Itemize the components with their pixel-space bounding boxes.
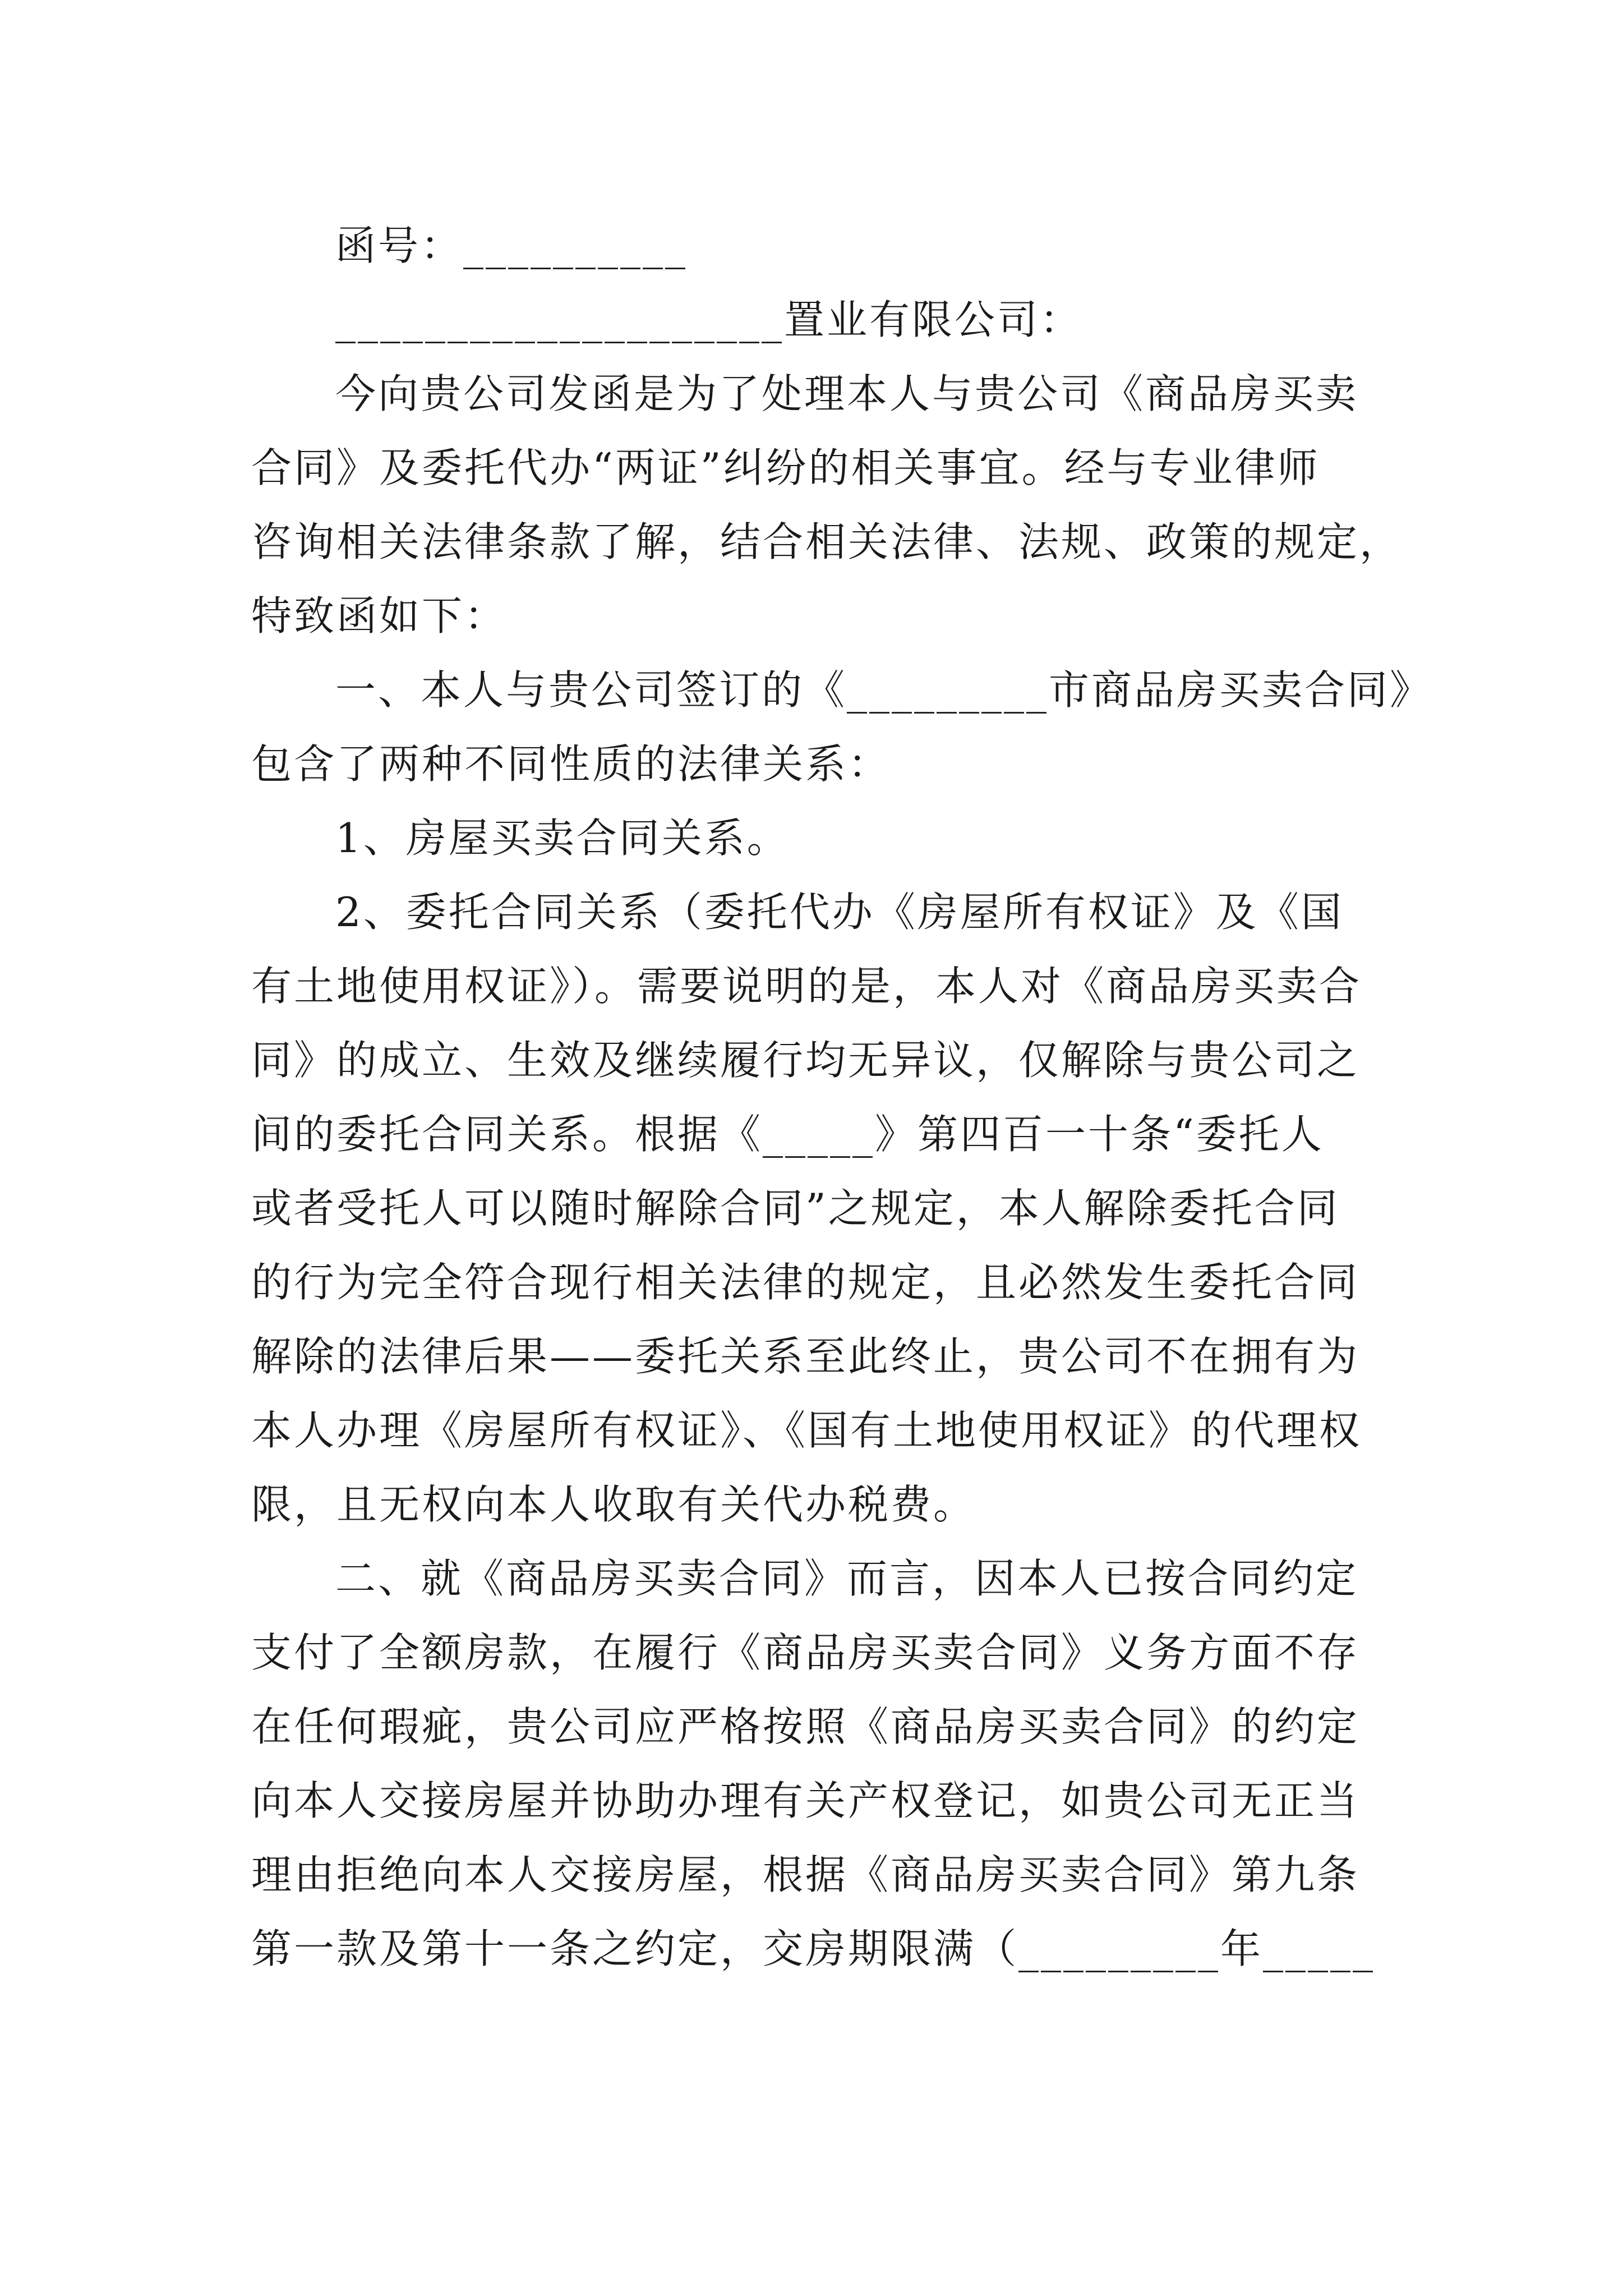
paragraph-line: 包含了两种不同性质的法律关系： xyxy=(251,740,891,788)
paragraph-line: 解除的法律后果——委托关系至此终止，贵公司不在拥有为 xyxy=(251,1333,1360,1380)
paragraph-line: 理由拒绝向本人交接房屋，根据《商品房买卖合同》第九条 xyxy=(251,1851,1360,1898)
paragraph-line: 二、就《商品房买卖合同》而言，因本人已按合同约定 xyxy=(335,1555,1359,1602)
paragraph-line: 支付了全额房款，在履行《商品房买卖合同》义务方面不存 xyxy=(251,1629,1360,1676)
letter-number-line: 函号：__________ xyxy=(335,222,688,269)
paragraph-line: 间的委托合同关系。根据《_____》第四百一十条“委托人 xyxy=(251,1111,1324,1158)
letter-body xyxy=(251,209,1433,1986)
paragraph-line: 今向贵公司发函是为了处理本人与贵公司《商品房买卖 xyxy=(335,370,1359,417)
paragraph-line: 特致函如下： xyxy=(251,592,508,639)
paragraph-line: 2、委托合同关系（委托代办《房屋所有权证》及《国 xyxy=(335,889,1344,936)
paragraph-line: 向本人交接房屋并协助办理有关产权登记，如贵公司无正当 xyxy=(251,1777,1360,1824)
paragraph-line: 合同》及委托代办“两证”纠纷的相关事宜。经与专业律师 xyxy=(251,444,1320,491)
paragraph-line: 1、房屋买卖合同关系。 xyxy=(335,815,790,862)
paragraph-line: 或者受托人可以随时解除合同”之规定，本人解除委托合同 xyxy=(251,1185,1340,1232)
paragraph-line: 在任何瑕疵，贵公司应严格按照《商品房买卖合同》的约定 xyxy=(251,1703,1360,1750)
paragraph-line: 本人办理《房屋所有权证》、《国有土地使用权证》的代理权 xyxy=(251,1407,1362,1454)
paragraph-line: 咨询相关法律条款了解，结合相关法律、法规、政策的规定， xyxy=(251,518,1403,565)
paragraph-line: 的行为完全符合现行相关法律的规定，且必然发生委托合同 xyxy=(251,1259,1360,1306)
addressee-line: ____________________置业有限公司： xyxy=(335,296,1083,343)
paragraph-line: 一、本人与贵公司签订的《_________市商品房买卖合同》 xyxy=(335,666,1433,714)
paragraph-line: 第一款及第十一条之约定，交房期限满（_________年_____ xyxy=(251,1925,1376,1972)
paragraph-line: 限，且无权向本人收取有关代办税费。 xyxy=(251,1481,976,1528)
paragraph-line: 有土地使用权证》）。需要说明的是，本人对《商品房买卖合 xyxy=(251,963,1362,1010)
paragraph-line: 同》的成立、生效及继续履行均无异议，仅解除与贵公司之 xyxy=(251,1037,1360,1084)
